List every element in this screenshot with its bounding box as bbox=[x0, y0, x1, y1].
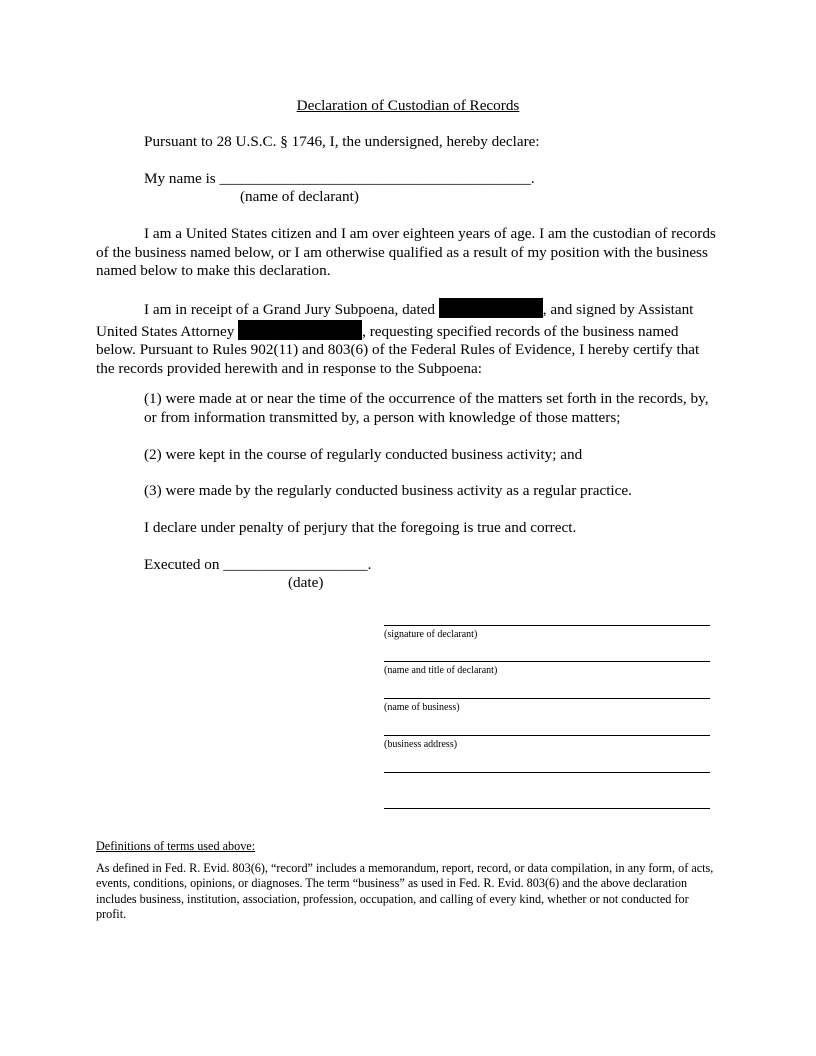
qualification-paragraph: I am a United States citizen and I am over eighteen years of age. I am the custodian of records of the business named below, or I am otherwise qualified as a result of my position with the business named below to make this declaration. bbox=[96, 225, 716, 279]
subpoena-text-3: , requesting specified records of the business named below. Pursuant to Rules 902(11) and 803(6) of the Federal Rules of Evidence, I hereby certify that the records provided herewith and in response to the Subpoena: bbox=[96, 322, 700, 377]
page-title: Declaration of Custodian of Records bbox=[296, 97, 520, 114]
address-line-3[interactable] bbox=[384, 808, 710, 809]
name-title-label: (name and title of declarant) bbox=[384, 665, 498, 676]
subpoena-text-2: , and signed by Assistant United States Attorney bbox=[96, 301, 694, 340]
declarant-name-label: (name of declarant) bbox=[240, 188, 359, 205]
business-address-label: (business address) bbox=[384, 739, 458, 750]
executed-date-blank[interactable]: ___________________. bbox=[223, 556, 372, 573]
certification-item-2: (2) were kept in the course of regularly conducted business activity; and bbox=[144, 446, 583, 463]
address-line-2[interactable] bbox=[384, 772, 710, 773]
business-address-line[interactable] bbox=[384, 735, 710, 736]
redacted-date bbox=[439, 298, 543, 318]
executed-prefix: Executed on bbox=[144, 556, 220, 573]
signature-line[interactable] bbox=[384, 625, 710, 626]
business-address-block bbox=[384, 735, 710, 751]
subpoena-paragraph bbox=[96, 298, 720, 378]
redacted-attorney-name bbox=[238, 320, 362, 340]
business-name-label: (name of business) bbox=[384, 702, 460, 713]
signature-label: (signature of declarant) bbox=[384, 629, 478, 640]
address-line-2-block bbox=[384, 772, 710, 773]
definitions-title-colon: : bbox=[251, 839, 256, 853]
definitions-title-text: Definitions of terms used above bbox=[96, 839, 252, 853]
definitions-title bbox=[96, 837, 255, 856]
executed-line bbox=[144, 556, 371, 575]
declarant-name-line bbox=[144, 170, 535, 189]
subpoena-text-1: I am in receipt of a Grand Jury Subpoena, dated bbox=[144, 301, 435, 318]
definitions-text: As defined in Fed. R. Evid. 803(6), “record” includes a memorandum, report, record, or data compilation, in any form, of acts, events, conditions, opinions, or diagnoses. The term “business” as used in Fed. R. Evid. 803(6) and the above declaration includes business, institution, association, profession, occupation, and calling of every kind, whether or not conducted for profit. bbox=[96, 861, 714, 922]
business-name-block bbox=[384, 698, 710, 714]
intro-statement: Pursuant to 28 U.S.C. § 1746, I, the undersigned, hereby declare: bbox=[144, 133, 540, 150]
name-title-line[interactable] bbox=[384, 661, 710, 662]
name-blank[interactable]: _________________________________________. bbox=[219, 170, 535, 187]
name-prefix: My name is bbox=[144, 170, 216, 187]
certification-item-1: (1) were made at or near the time of the occurrence of the matters set forth in the records, by, or from information transmitted by, a person with knowledge of those matters; bbox=[144, 390, 709, 426]
perjury-statement: I declare under penalty of perjury that the foregoing is true and correct. bbox=[144, 519, 577, 536]
business-name-line[interactable] bbox=[384, 698, 710, 699]
certification-item-3: (3) were made by the regularly conducted business activity as a regular practice. bbox=[144, 482, 632, 499]
signature-block bbox=[384, 625, 710, 641]
date-label: (date) bbox=[288, 574, 324, 591]
address-line-3-block bbox=[384, 808, 710, 809]
name-title-block bbox=[384, 661, 710, 677]
